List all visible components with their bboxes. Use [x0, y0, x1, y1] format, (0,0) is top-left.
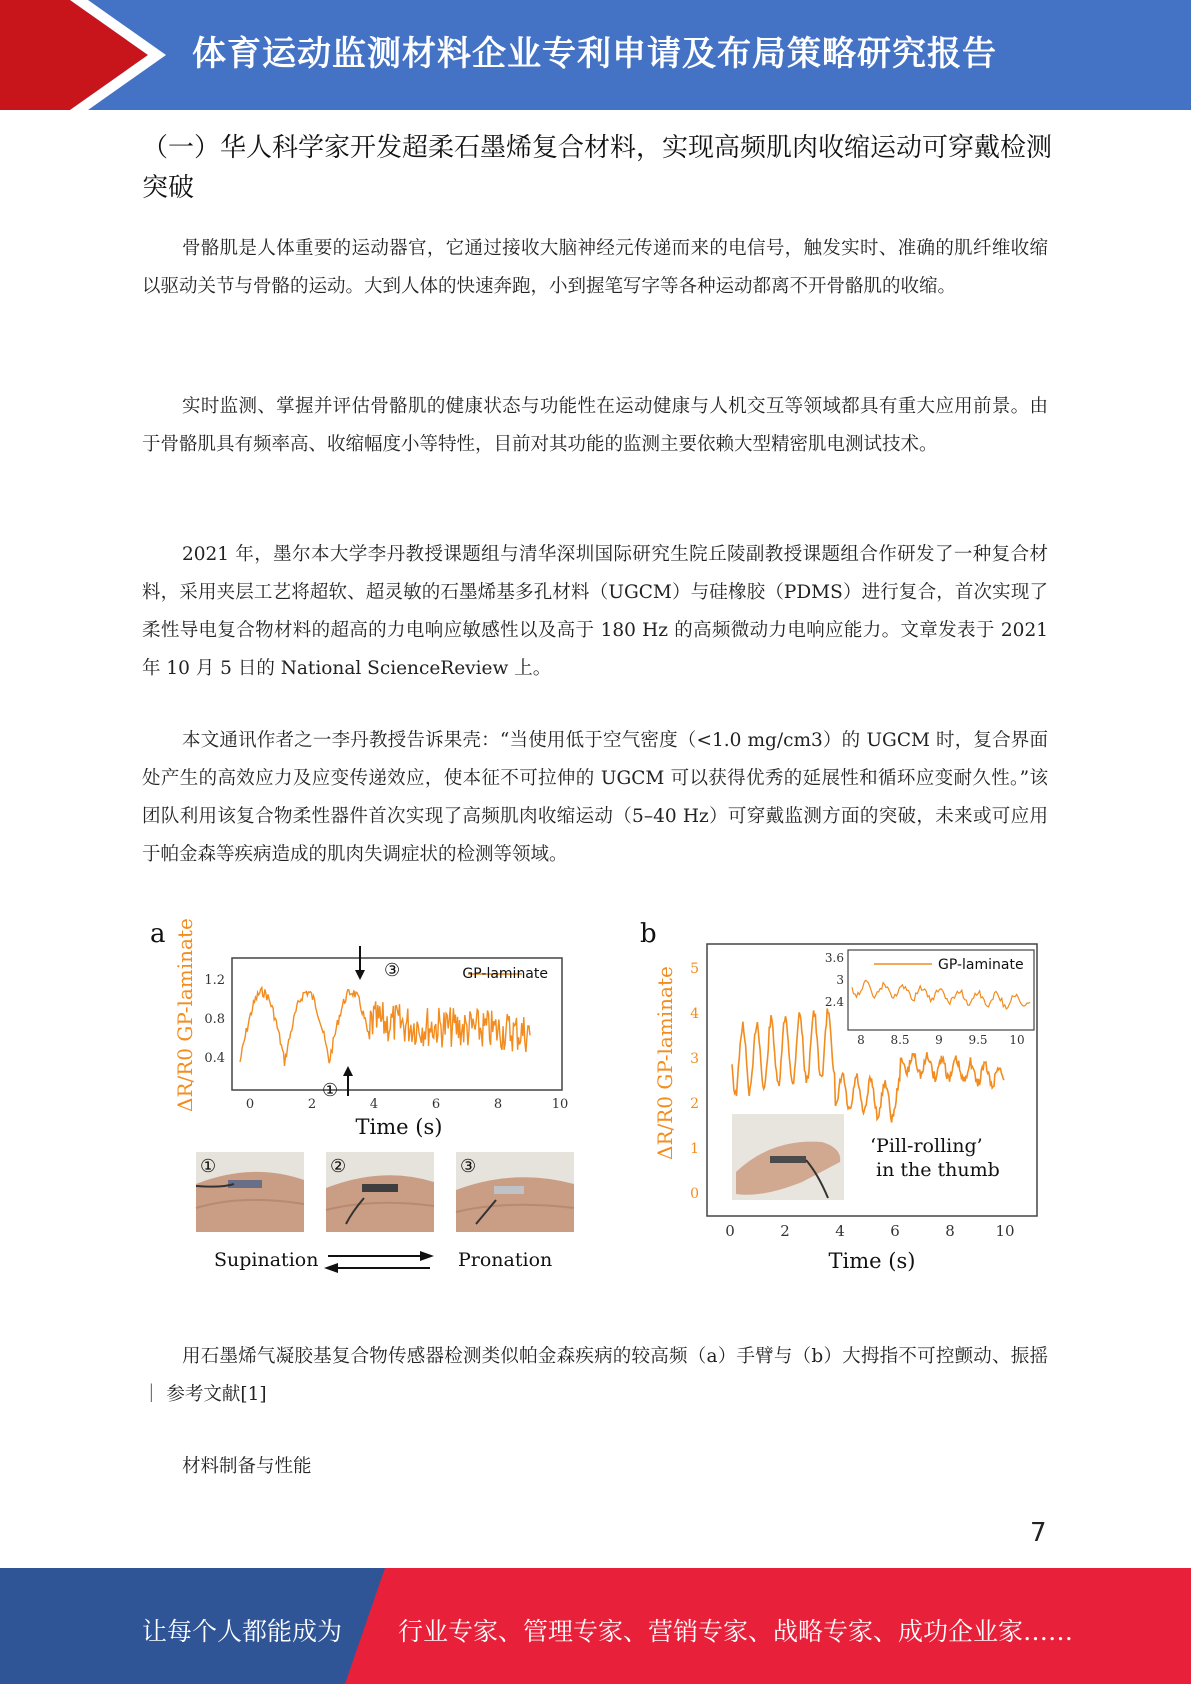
panel-b-ytick-2: 2	[690, 1096, 699, 1112]
panel-b-inset-ytick-24: 2.4	[824, 995, 844, 1009]
panel-a-ytick-3: 0.4	[204, 1051, 225, 1066]
paragraph-4: 本文通讯作者之一李丹教授告诉果壳：“当使用低于空气密度（<1.0 mg/cm3）的 UGCM 时，复合界面处产生的高效应力及应变传递效应，使本征不可拉伸的 UGCM 可以获得优秀的延展性和循环应变耐久性。”该团队利用该复合物柔性器件首次实现了高频肌肉收缩运动（5–40 Hz）可穿戴监测方面的突破，未来或可应用于帕金森等疾病造成的肌肉失调症状的检测等领域。	[142, 730, 1048, 865]
figure-svg	[142, 912, 1052, 1282]
arm-photo-1-label: ①	[200, 1156, 217, 1177]
panel-b-inset-xtick-85: 8.5	[890, 1033, 910, 1047]
thumb-caption-1: ‘Pill-rolling’	[870, 1135, 983, 1157]
panel-a-xtick-10: 10	[551, 1097, 569, 1112]
page-header	[0, 0, 1191, 110]
panel-b	[640, 919, 1037, 1273]
panel-b-letter: b	[640, 919, 657, 949]
panel-a-xtick-8: 8	[493, 1097, 503, 1112]
panel-b-xtick-6: 6	[890, 1222, 900, 1240]
panel-a	[150, 918, 574, 1273]
panel-b-inset-xtick-10: 10	[1009, 1033, 1025, 1047]
panel-a-marker-1: ①	[322, 1080, 339, 1101]
paragraph-1: 骨骼肌是人体重要的运动器官，它通过接收大脑神经元传递而来的电信号，触发实时、准确的肌纤维收缩以驱动关节与骨骼的运动。大到人体的快速奔跑，小到握笔写字等各种运动都离不开骨骼肌的收缩。	[142, 238, 1048, 297]
panel-a-legend: GP-laminate	[462, 966, 548, 982]
panel-b-xlabel: Time (s)	[828, 1249, 916, 1273]
panel-a-xtick-4: 4	[369, 1097, 379, 1112]
panel-b-ytick-1: 1	[690, 1141, 699, 1157]
page-number: 7	[1030, 1518, 1047, 1548]
panel-b-ytick-0: 0	[690, 1186, 699, 1202]
section-title: （一）华人科学家开发超柔石墨烯复合材料，实现高频肌肉收缩运动可穿戴检测突破	[142, 133, 1053, 203]
panel-a-ytick-2: 0.8	[204, 1012, 225, 1027]
panel-b-inset-xtick-9: 9	[935, 1033, 943, 1047]
footer-slogan-right: 行业专家、管理专家、营销专家、战略专家、成功企业家……	[398, 1617, 1074, 1646]
panel-a-xtick-0: 0	[245, 1097, 255, 1112]
panel-b-xtick-2: 2	[780, 1222, 790, 1240]
footer-slogan-left: 让每个人都能成为	[142, 1617, 343, 1646]
panel-b-inset-ytick-3: 3	[836, 973, 844, 987]
figure-caption: 用石墨烯气凝胶基复合物传感器检测类似帕金森疾病的较高频（a）手臂与（b）大拇指不可控颤动、振摇 ｜ 参考文献[1]	[142, 1346, 1048, 1405]
panel-a-series-line	[240, 988, 530, 1066]
supination-label: Supination	[214, 1249, 319, 1271]
panel-a-xtick-6: 6	[431, 1097, 441, 1112]
arm-photo-3-label: ③	[460, 1156, 477, 1177]
page-footer	[0, 1568, 1191, 1684]
panel-b-inset-ytick-36: 3.6	[824, 951, 844, 965]
panel-b-ylabel: ΔR/R0 GP-laminate	[653, 966, 677, 1160]
panel-a-ylabel: ΔR/R0 GP-laminate	[173, 918, 197, 1112]
report-title: 体育运动监测材料企业专利申请及布局策略研究报告	[192, 34, 997, 74]
panel-b-ytick-5: 5	[690, 961, 699, 977]
panel-a-letter: a	[150, 919, 166, 949]
panel-b-xtick-10: 10	[995, 1222, 1015, 1240]
panel-b-ytick-4: 4	[690, 1006, 699, 1022]
panel-b-xtick-0: 0	[725, 1222, 735, 1240]
panel-b-xtick-4: 4	[835, 1222, 845, 1240]
panel-a-marker-3: ③	[384, 960, 401, 981]
panel-a-xtick-2: 2	[307, 1097, 317, 1112]
thumb-photo	[732, 1114, 844, 1200]
panel-a-ytick-1: 1.2	[204, 973, 225, 988]
paragraph-3: 2021 年，墨尔本大学李丹教授课题组与清华深圳国际研究生院丘陵副教授课题组合作研发了一种复合材料，采用夹层工艺将超软、超灵敏的石墨烯基多孔材料（UGCM）与硅橡胶（PDMS）进行复合，首次实现了柔性导电复合物材料的超高的力电响应敏感性以及高于 180 Hz 的高频微动力电响应能力。文章发表于 2021 年 10 月 5 日的 National ScienceReview 上。	[142, 544, 1048, 679]
panel-b-inset-xtick-95: 9.5	[968, 1033, 988, 1047]
panel-a-xlabel: Time (s)	[355, 1115, 443, 1139]
pronation-label: Pronation	[458, 1249, 553, 1271]
thumb-caption-2: in the thumb	[876, 1159, 1000, 1181]
panel-b-ytick-3: 3	[690, 1051, 699, 1067]
panel-a-arrow-up-head	[343, 1066, 353, 1076]
panel-b-legend: GP-laminate	[938, 957, 1024, 973]
subheading: 材料制备与性能	[182, 1456, 312, 1477]
panel-a-arrow-down-head	[355, 970, 365, 980]
figure	[142, 912, 1052, 1282]
panel-b-xtick-8: 8	[945, 1222, 955, 1240]
panel-b-inset-xtick-8: 8	[857, 1033, 865, 1047]
arm-photo-2-label: ②	[330, 1156, 347, 1177]
paragraph-2: 实时监测、掌握并评估骨骼肌的健康状态与功能性在运动健康与人机交互等领域都具有重大应用前景。由于骨骼肌具有频率高、收缩幅度小等特性，目前对其功能的监测主要依赖大型精密肌电测试技术。	[142, 396, 1048, 455]
